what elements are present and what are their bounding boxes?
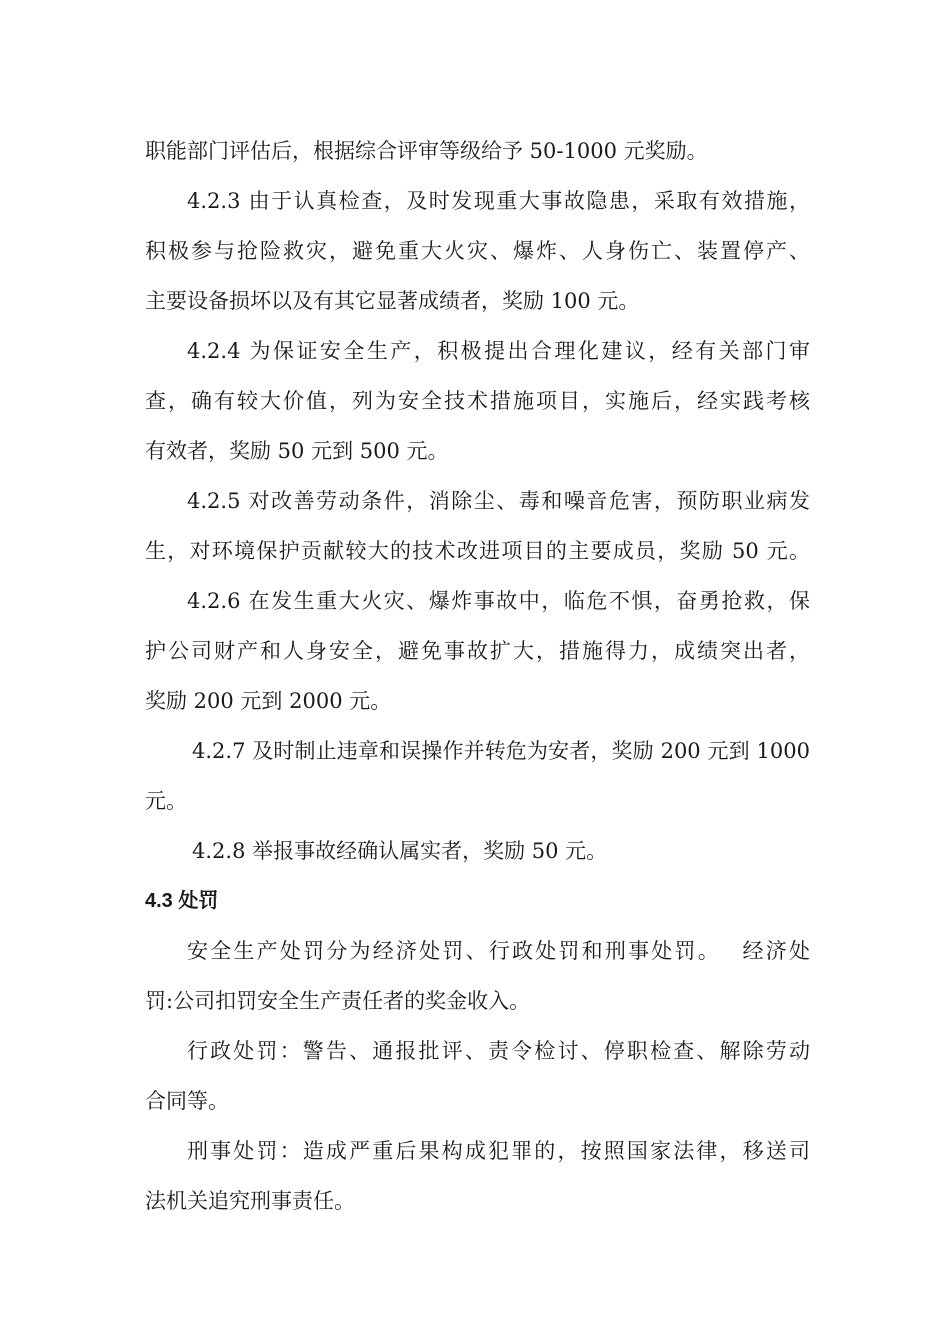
paragraph-line: 安全生产处罚分为经济处罚、行政处罚和刑事处罚。 经济处 xyxy=(187,939,810,963)
paragraph-line: 查，确有较大价值，列为安全技术措施项目，实施后，经实践考核 xyxy=(145,389,810,413)
paragraph-line: 罚:公司扣罚安全生产责任者的奖金收入。 xyxy=(145,989,531,1013)
paragraph-line: 法机关追究刑事责任。 xyxy=(145,1189,355,1213)
paragraph-line: 4.2.8 举报事故经确认属实者，奖励 50 元。 xyxy=(192,839,608,863)
paragraph-line: 合同等。 xyxy=(145,1089,229,1113)
paragraph-line: 4.2.3 由于认真检查，及时发现重大事故隐患，采取有效措施， xyxy=(187,189,810,213)
paragraph-line: 生，对环境保护贡献较大的技术改进项目的主要成员，奖励 50 元。 xyxy=(145,539,810,563)
paragraph-line: 元。 xyxy=(145,789,187,813)
paragraph-line: 4.2.6 在发生重大火灾、爆炸事故中，临危不惧，奋勇抢救，保 xyxy=(187,589,810,613)
paragraph-line: 4.2.7 及时制止违章和误操作并转危为安者，奖励 200 元到 1000 xyxy=(192,739,810,763)
paragraph-line: 职能部门评估后，根据综合评审等级给予 50-1000 元奖励。 xyxy=(145,139,708,163)
paragraph-line: 4.2.4 为保证安全生产，积极提出合理化建议，经有关部门审 xyxy=(187,339,810,363)
paragraph-line: 刑事处罚：造成严重后果构成犯罪的，按照国家法律，移送司 xyxy=(187,1139,810,1163)
paragraph-line: 行政处罚：警告、通报批评、责令检讨、停职检查、解除劳动 xyxy=(187,1039,810,1063)
paragraph-line: 4.2.5 对改善劳动条件，消除尘、毒和噪音危害，预防职业病发 xyxy=(187,489,810,513)
paragraph-line: 主要设备损坏以及有其它显著成绩者，奖励 100 元。 xyxy=(145,289,640,313)
paragraph-line: 积极参与抢险救灾，避免重大火灾、爆炸、人身伤亡、装置停产、 xyxy=(145,239,810,263)
paragraph-line: 有效者，奖励 50 元到 500 元。 xyxy=(145,439,449,463)
paragraph-line: 奖励 200 元到 2000 元。 xyxy=(145,689,392,713)
paragraph-line: 护公司财产和人身安全，避免事故扩大，措施得力，成绩突出者， xyxy=(145,639,810,663)
section-heading: 4.3 处罚 xyxy=(145,890,219,912)
